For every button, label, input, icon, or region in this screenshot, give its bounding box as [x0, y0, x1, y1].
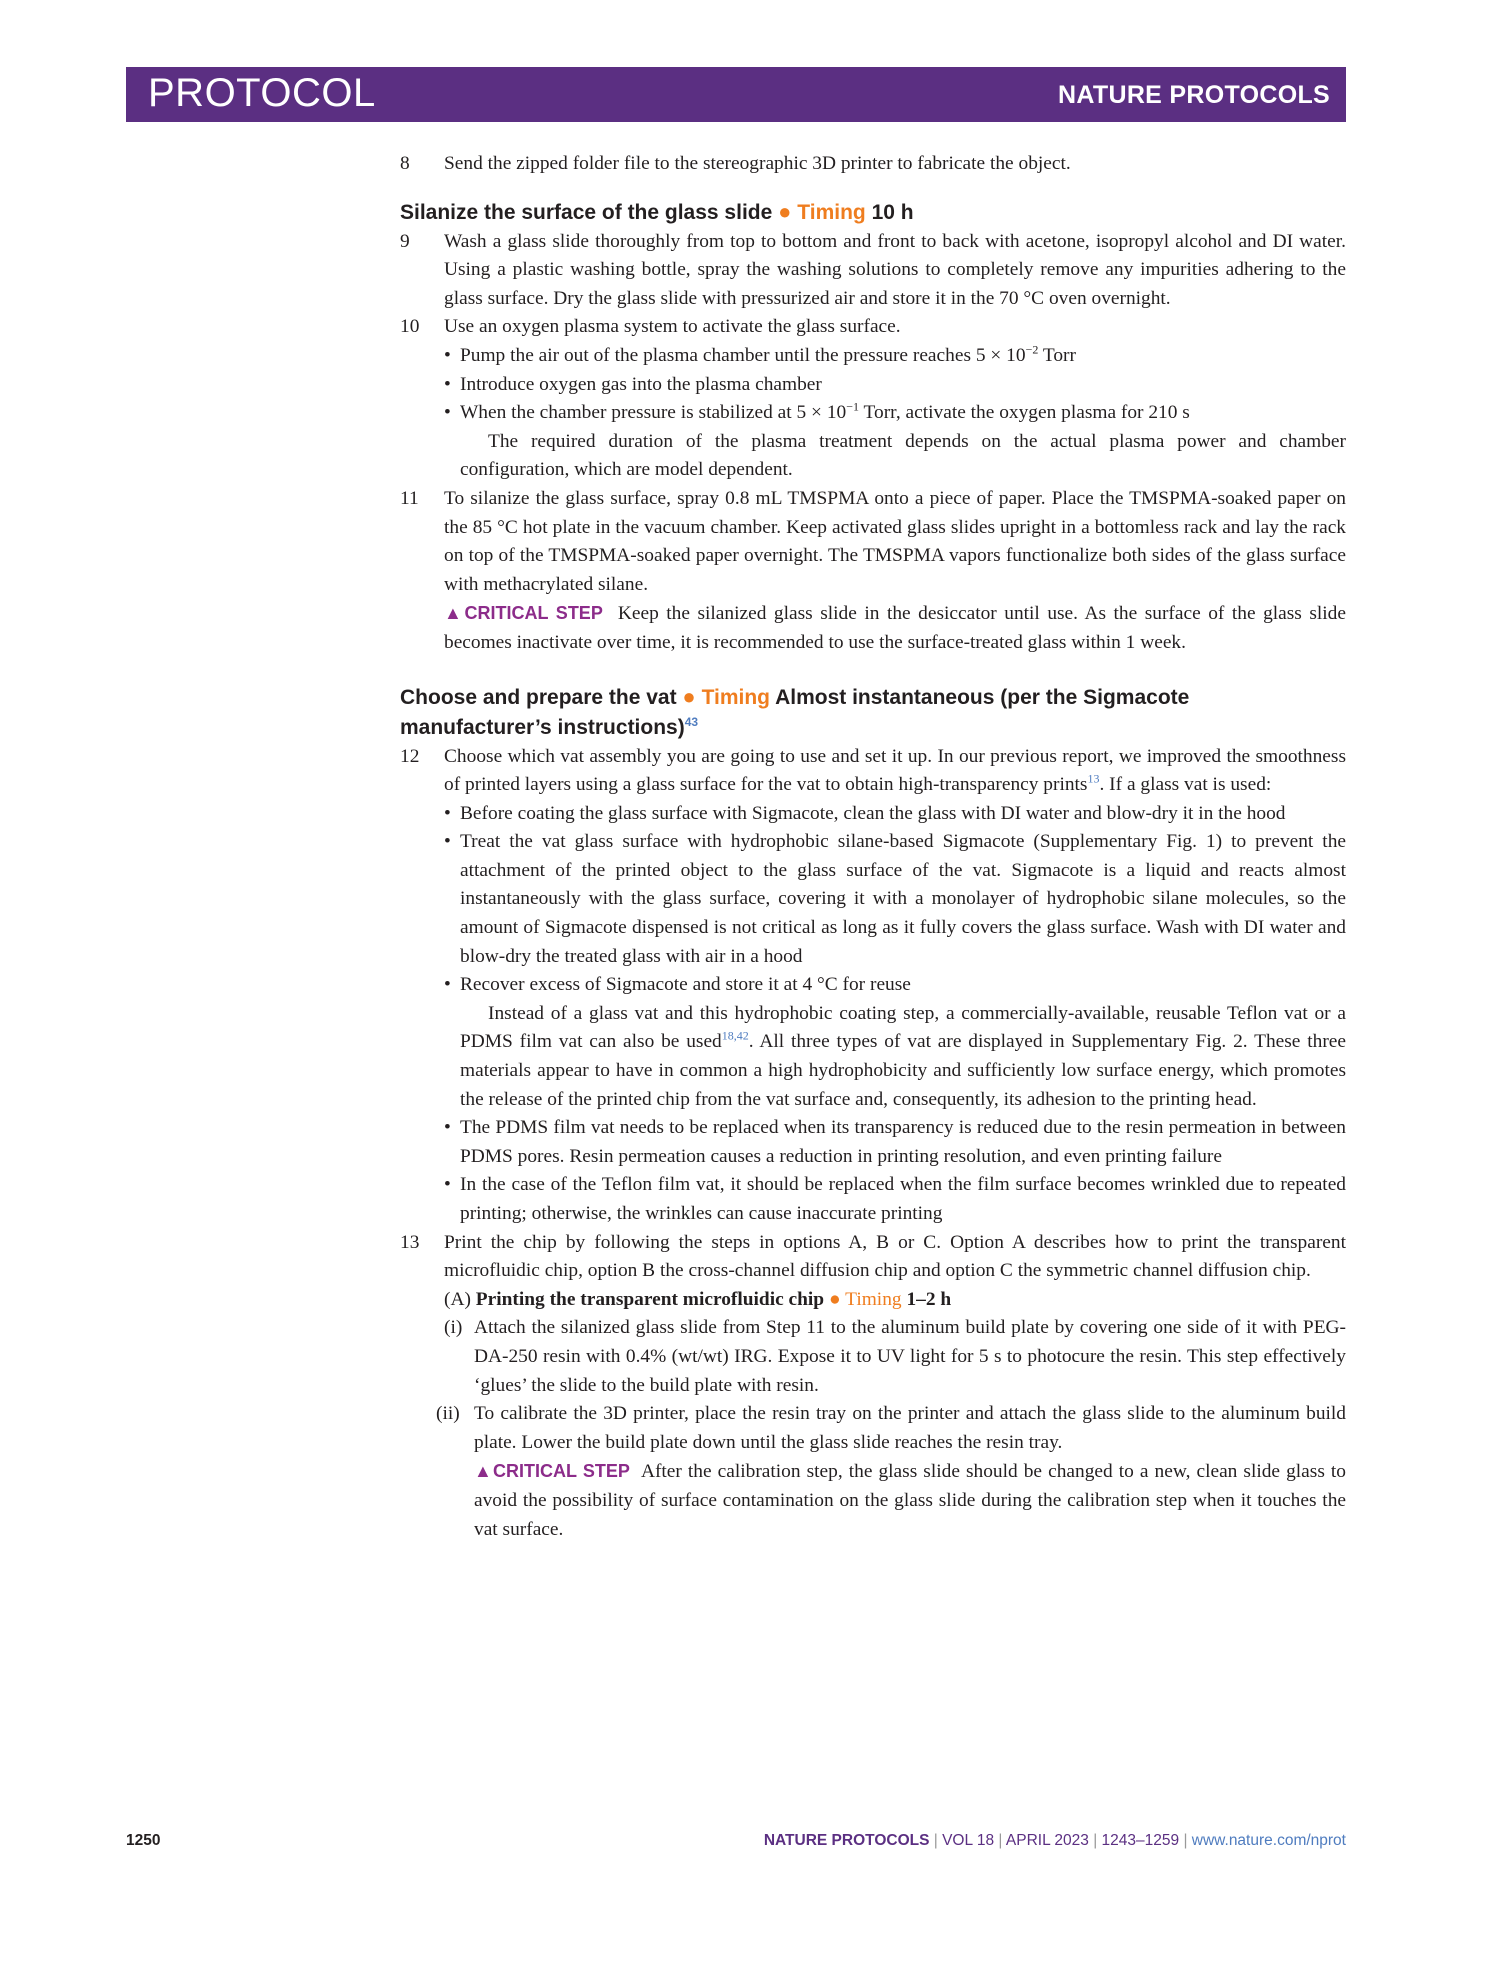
section-label: PROTOCOL [148, 71, 376, 115]
citation: NATURE PROTOCOLS | VOL 18 | APRIL 2023 | 1243–1259 | www.nature.com/nprot [763, 1832, 1346, 1849]
bullet-item: • Treat the vat glass surface with hydrophobic silane-based Sigmacote (Supplementary Fig. 1) to prevent the attachment of the printed object to the glass surface of the vat. Sigmacote is a liquid and reacts almost instantaneously with the glass surface, covering it with a monolayer of hydrophobic silane molecules, so the amount of Sigmacote dispensed is not critical as long as it fully covers the glass surface. Wash with DI water and blow-dry the treated glass with air in a hood [444, 831, 1346, 967]
step-number: 12 [400, 745, 420, 767]
substep-text: Attach the silanized glass slide from Step 11 to the aluminum build plate by covering one side of it with PEG-DA-250 resin with 0.4% (wt/wt) IRG. Expose it to UV light for 5 s to photocure the resin. This step effectively ‘glues’ the slide to the build plate with resin. [474, 1317, 1346, 1396]
timing-label: Timing [845, 1288, 902, 1310]
timing-dot-icon: ● [778, 198, 792, 224]
timing-label: Timing [701, 685, 771, 709]
step-number: 13 [400, 1231, 420, 1253]
reference[interactable]: 18,42 [721, 1028, 749, 1043]
note-text: Instead of a glass vat and this hydrophobic coating step, a commercially-available, reusable Teflon vat or a PDMS film vat can also be used$^{18,42}$. All three types of vat are displayed in Supplementary Fig. 2. These three materials appear to have in common a high hydrophobicity and sufficiently low surface energy, which promotes the release of the printed chip from the vat surface and, consequently, its adhesion to the printing head. [460, 1002, 1346, 1110]
substep-i [400, 1314, 1346, 1400]
step-9 [400, 228, 1346, 314]
timing-label: Timing [797, 200, 866, 224]
step-13 [400, 1229, 1346, 1286]
step-11 [400, 485, 1346, 658]
critical-step [444, 599, 1346, 657]
option-label [400, 1286, 405, 1315]
step-text: Print the chip by following the steps in options A, B or C. Option A describes how to print the transparent microfluidic chip, option B the cross-channel diffusion chip and option C the symmetric channel diffusion chip. [444, 1231, 1346, 1282]
bullet-item: • When the chamber pressure is stabilized at $5 \times 10^{-1}$ Torr, activate the oxygen plasma for 210 s [444, 399, 1190, 424]
page-number: 1250 [126, 1832, 161, 1849]
footer-date: APRIL 2023 [1005, 1832, 1089, 1849]
footer-pages: 1243–1259 [1101, 1832, 1180, 1849]
step-10 [400, 313, 1346, 485]
step-number: 8 [400, 153, 410, 174]
step-text: Choose which vat assembly you are going to use and set it up. In our previous report, we improved the smoothness of printed layers using a glass surface for the vat to obtain high-transparency prints$^{13}$. If a glass vat is used: [444, 745, 1346, 796]
bullet-item: • In the case of the Teflon film vat, it should be replaced when the film surface becomes wrinkled due to repeated printing; otherwise, the wrinkles can cause inaccurate printing [444, 1174, 1346, 1224]
option-label: (A) [444, 1288, 471, 1310]
substep-text: To calibrate the 3D printer, place the resin tray on the printer and attach the glass slide to the aluminum build plate. Lower the build plate down until the glass slide reaches the resin tray. [474, 1403, 1346, 1453]
bullet-item: • Recover excess of Sigmacote and store it at 4 °C for reuse [444, 974, 911, 996]
step-text: Wash a glass slide thoroughly from top to bottom and front to back with acetone, isopropyl alcohol and DI water. Using a plastic washing bottle, spray the washing solutions to completely remove any impurities adhering to the glass surface. Dry the glass slide with pressurized air and store it in the 70 °C oven overnight. [444, 230, 1346, 309]
timing-dot-icon: ● [682, 683, 696, 709]
page-footer [126, 1832, 1346, 1856]
option-heading [444, 1286, 1346, 1315]
timing-value: 1–2 h [906, 1288, 952, 1310]
bullet-item: • The PDMS film vat needs to be replaced when its transparency is reduced due to the resin permeation in between PDMS pores. Resin permeation causes a reduction in printing resolution, and even printing failure [444, 1117, 1346, 1167]
option-a [400, 1286, 1346, 1315]
reference[interactable]: 13 [1087, 771, 1100, 786]
reference[interactable]: 43 [684, 714, 699, 729]
critical-step [400, 1457, 1346, 1544]
step-text: Use an oxygen plasma system to activate the glass surface. [444, 316, 901, 338]
step-text: Send the zipped folder file to the stereographic 3D printer to fabricate the object. [444, 153, 1071, 174]
timing-value: Almost instantaneous (per the Sigmacote manufacturer’s instructions) [400, 685, 1190, 739]
step-number: 11 [400, 487, 419, 509]
substep-ii [400, 1400, 1346, 1457]
footer-url[interactable]: www.nature.com/nprot [1191, 1832, 1346, 1849]
option-title: Printing the transparent microfluidic chip [475, 1288, 825, 1310]
footer-volume: VOL 18 [942, 1832, 995, 1849]
note-text: The required duration of the plasma treatment depends on the actual plasma power and chamber configuration, which are model dependent. [460, 430, 1346, 481]
bullet-item: • Pump the air out of the plasma chamber until the pressure reaches $5 \times 10^{-2}$ Torr [444, 342, 1076, 366]
section-title: Silanize the surface of the glass slide [400, 200, 773, 224]
section-heading-silanize [400, 197, 1346, 228]
critical-step-label: ▲CRITICAL STEP [444, 603, 603, 624]
step-number: 10 [400, 316, 420, 338]
timing-dot-icon: ● [828, 1288, 841, 1310]
article-body [400, 150, 1346, 1544]
step-8 [400, 150, 1346, 179]
substep-label: (ii) [436, 1403, 460, 1425]
step-text: To silanize the glass surface, spray 0.8 mL TMSPMA onto a piece of paper. Place the TMSPMA-soaked paper on the 85 °C hot plate in the vacuum chamber. Keep activated glass slides upright in a bottomless rack and lay the rack on top of the TMSPMA-soaked paper overnight. The TMSPMA vapors functionalize both sides of the glass surface with methacrylated silane. [444, 487, 1346, 595]
bullet-item: • Introduce oxygen gas into the plasma chamber [444, 373, 822, 395]
step-number: 9 [400, 230, 410, 252]
critical-step-text: After the calibration step, the glass slide should be changed to a new, clean slide glass to avoid the possibility of surface contamination on the glass slide during the calibration step when it touches the vat surface. [474, 1461, 1347, 1540]
critical-step-label: ▲CRITICAL STEP [474, 1461, 630, 1482]
critical-step-text: Keep the silanized glass slide in the desiccator until use. As the surface of the glass slide becomes inactivate over time, it is recommended to use the surface-treated glass within 1 week. [444, 603, 1346, 653]
substep-label: (i) [444, 1317, 463, 1339]
header-banner [126, 67, 1346, 122]
footer-journal: NATURE PROTOCOLS [763, 1832, 930, 1849]
section-heading-vat [400, 682, 1346, 743]
step-12 [400, 743, 1346, 1229]
bullet-item: • Before coating the glass surface with Sigmacote, clean the glass with DI water and blow-dry it in the hood [444, 802, 1286, 824]
journal-name: NATURE PROTOCOLS [1058, 81, 1330, 109]
timing-value: 10 h [871, 200, 914, 224]
section-title: Choose and prepare the vat [400, 685, 677, 709]
